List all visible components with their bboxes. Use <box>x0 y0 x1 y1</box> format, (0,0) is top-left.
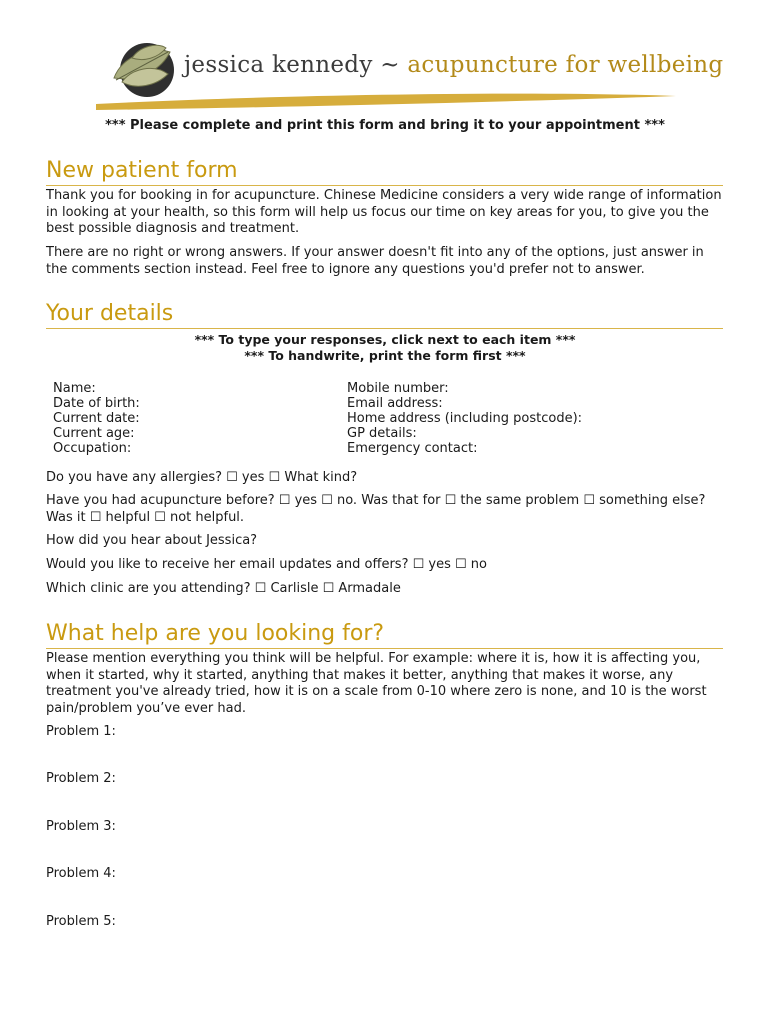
field-name[interactable]: Name: <box>53 381 96 396</box>
field-current-date[interactable]: Current date: <box>53 411 140 426</box>
logo-separator: ~ <box>372 52 408 78</box>
help-intro: Please mention everything you think will be helpful. For example: where it is, how it is affecting you, when it started, why it started, anything that makes it better, anything that makes it worse, any treatment you've already tried, how it is on a scale from 0-10 where zero is none, and 10 is the worst pain/problem you’ve ever had. <box>46 651 707 716</box>
new-patient-heading: New patient form <box>46 157 723 186</box>
field-emergency-contact[interactable]: Emergency contact: <box>347 441 478 456</box>
print-notice: *** Please complete and print this form and bring it to your appointment *** <box>105 118 665 133</box>
handwrite-instruction: *** To handwrite, print the form first *** <box>244 348 526 363</box>
details-right-fields <box>347 381 582 456</box>
field-home-address[interactable]: Home address (including postcode): <box>347 411 583 426</box>
logo <box>92 38 724 118</box>
problem-1-field[interactable]: Problem 1: <box>46 724 116 739</box>
field-email-address[interactable]: Email address: <box>347 396 443 411</box>
question-acupuncture-before[interactable]: Have you had acupuncture before? ☐ yes ☐ no. Was that for ☐ the same problem ☐ something else? Was it ☐ helpful ☐ not helpful. <box>46 493 706 525</box>
problem-2-field[interactable]: Problem 2: <box>46 771 116 786</box>
logo-text <box>184 52 723 78</box>
field-date-of-birth[interactable]: Date of birth: <box>53 396 140 411</box>
your-details-heading: Your details <box>46 300 723 329</box>
intro-paragraph-1: Thank you for booking in for acupuncture. Chinese Medicine considers a very wide range of information in looking at your health, so this form will help us focus our time on key areas for you, to give you the best possible diagnosis and treatment. <box>46 188 722 236</box>
field-occupation[interactable]: Occupation: <box>53 441 132 456</box>
problem-5-field[interactable]: Problem 5: <box>46 914 116 929</box>
field-current-age[interactable]: Current age: <box>53 426 135 441</box>
problem-4-field[interactable]: Problem 4: <box>46 866 116 881</box>
help-heading: What help are you looking for? <box>46 620 723 649</box>
problem-3-field[interactable]: Problem 3: <box>46 819 116 834</box>
field-gp-details[interactable]: GP details: <box>347 426 417 441</box>
details-left-fields <box>53 381 140 456</box>
question-clinic[interactable]: Which clinic are you attending? ☐ Carlisle ☐ Armadale <box>46 581 401 596</box>
question-allergies[interactable]: Do you have any allergies? ☐ yes ☐ What kind? <box>46 470 358 485</box>
type-instruction: *** To type your responses, click next to each item *** <box>194 332 576 347</box>
intro-paragraph-2: There are no right or wrong answers. If your answer doesn't fit into any of the options, just answer in the comments section instead. Feel free to ignore any questions you'd prefer not to answer. <box>46 245 704 277</box>
question-hear-about[interactable]: How did you hear about Jessica? <box>46 533 258 548</box>
question-email-updates[interactable]: Would you like to receive her email updates and offers? ☐ yes ☐ no <box>46 557 487 572</box>
logo-name: jessica kennedy <box>184 52 373 78</box>
leaf-logo-icon <box>92 38 682 118</box>
logo-tagline: acupuncture for wellbeing <box>407 52 724 78</box>
field-mobile-number[interactable]: Mobile number: <box>347 381 449 396</box>
